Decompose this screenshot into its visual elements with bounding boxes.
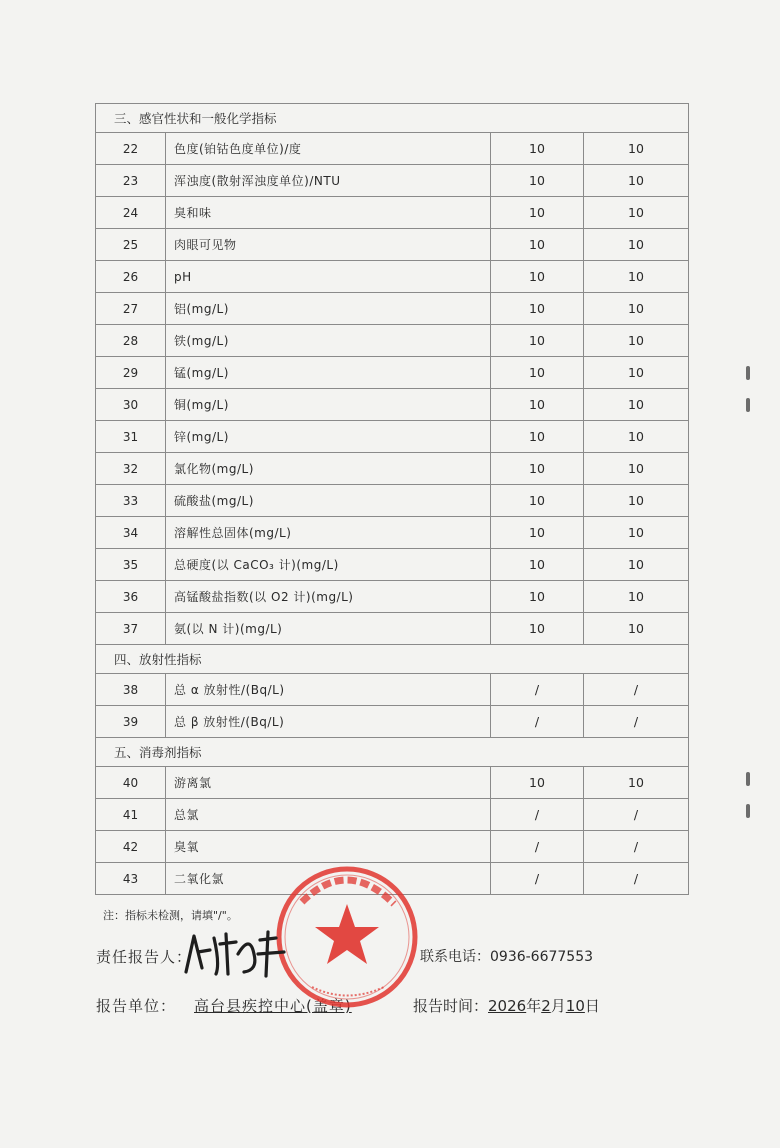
row-number: 22	[96, 133, 166, 165]
unit-label: 报告单位：	[96, 997, 177, 1015]
value-cell-1: 10	[491, 293, 584, 325]
punch-hole-mark	[746, 398, 750, 412]
table-row	[96, 799, 689, 831]
row-number: 23	[96, 165, 166, 197]
date-label: 报告时间：	[413, 997, 489, 1015]
table-row	[96, 549, 689, 581]
value-cell-2: 10	[584, 767, 689, 799]
value-cell-1: 10	[491, 165, 584, 197]
indicator-name: 游离氯	[166, 767, 491, 799]
row-number: 41	[96, 799, 166, 831]
punch-hole-mark	[746, 772, 750, 786]
row-number: 28	[96, 325, 166, 357]
table-row	[96, 831, 689, 863]
value-cell-1: /	[491, 863, 584, 895]
value-cell-1: 10	[491, 197, 584, 229]
date-month: 2	[541, 997, 551, 1015]
value-cell-2: 10	[584, 613, 689, 645]
row-number: 42	[96, 831, 166, 863]
value-cell-2: /	[584, 831, 689, 863]
date-year: 2026	[488, 997, 527, 1015]
indicator-name: 肉眼可见物	[166, 229, 491, 261]
value-cell-2: 10	[584, 453, 689, 485]
indicator-name: 铁(mg/L)	[166, 325, 491, 357]
value-cell-2: 10	[584, 325, 689, 357]
indicator-name: 铝(mg/L)	[166, 293, 491, 325]
table-row	[96, 165, 689, 197]
table-row	[96, 261, 689, 293]
table-row	[96, 197, 689, 229]
indicator-name: 二氧化氯	[166, 863, 491, 895]
indicator-name: pH	[166, 261, 491, 293]
value-cell-2: 10	[584, 581, 689, 613]
punch-hole-mark	[746, 366, 750, 380]
table-row	[96, 517, 689, 549]
indicator-name: 溶解性总固体(mg/L)	[166, 517, 491, 549]
value-cell-1: 10	[491, 261, 584, 293]
row-number: 25	[96, 229, 166, 261]
row-number: 33	[96, 485, 166, 517]
value-cell-1: 10	[491, 613, 584, 645]
indicator-name: 总硬度(以 CaCO₃ 计)(mg/L)	[166, 549, 491, 581]
row-number: 43	[96, 863, 166, 895]
table-row	[96, 581, 689, 613]
table-row	[96, 453, 689, 485]
section-title: 三、感官性状和一般化学指标	[96, 104, 689, 133]
month-unit: 月	[550, 997, 566, 1015]
table-row	[96, 767, 689, 799]
value-cell-2: 10	[584, 357, 689, 389]
indicator-name: 铜(mg/L)	[166, 389, 491, 421]
value-cell-2: /	[584, 706, 689, 738]
punch-hole-mark	[746, 804, 750, 818]
unit-name: 高台县疾控中心(盖章)	[194, 997, 352, 1015]
value-cell-1: 10	[491, 485, 584, 517]
value-cell-2: 10	[584, 229, 689, 261]
value-cell-2: /	[584, 863, 689, 895]
value-cell-1: 10	[491, 325, 584, 357]
day-unit: 日	[584, 997, 600, 1015]
value-cell-2: 10	[584, 421, 689, 453]
value-cell-2: /	[584, 799, 689, 831]
indicator-name: 色度(铂钴色度单位)/度	[166, 133, 491, 165]
indicator-name: 臭和味	[166, 197, 491, 229]
phone-label: 联系电话：	[420, 949, 490, 965]
value-cell-2: 10	[584, 197, 689, 229]
official-seal-icon	[272, 862, 422, 1012]
value-cell-2: 10	[584, 133, 689, 165]
value-cell-1: 10	[491, 549, 584, 581]
table-row	[96, 389, 689, 421]
section-header-row	[96, 645, 689, 674]
row-number: 29	[96, 357, 166, 389]
value-cell-2: 10	[584, 389, 689, 421]
row-number: 24	[96, 197, 166, 229]
footnote: 注：指标未检测，请填"/"。	[103, 909, 238, 922]
indicator-name: 氨(以 N 计)(mg/L)	[166, 613, 491, 645]
row-number: 36	[96, 581, 166, 613]
value-cell-2: 10	[584, 261, 689, 293]
value-cell-1: 10	[491, 389, 584, 421]
table-row	[96, 293, 689, 325]
section-header-row	[96, 738, 689, 767]
row-number: 34	[96, 517, 166, 549]
value-cell-1: 10	[491, 229, 584, 261]
table-row	[96, 229, 689, 261]
table-row	[96, 674, 689, 706]
value-cell-1: /	[491, 799, 584, 831]
value-cell-2: 10	[584, 293, 689, 325]
contact-phone	[420, 946, 593, 966]
indicator-name: 硫酸盐(mg/L)	[166, 485, 491, 517]
indicator-name: 总 β 放射性/(Bq/L)	[166, 706, 491, 738]
row-number: 30	[96, 389, 166, 421]
date-day: 10	[565, 997, 585, 1015]
value-cell-1: 10	[491, 767, 584, 799]
value-cell-1: 10	[491, 581, 584, 613]
row-number: 35	[96, 549, 166, 581]
indicator-table	[95, 103, 689, 895]
table-row	[96, 357, 689, 389]
value-cell-2: 10	[584, 165, 689, 197]
value-cell-2: /	[584, 674, 689, 706]
value-cell-1: /	[491, 831, 584, 863]
signature-icon	[180, 924, 290, 984]
table-row	[96, 706, 689, 738]
year-unit: 年	[526, 997, 542, 1015]
indicator-name: 锌(mg/L)	[166, 421, 491, 453]
row-number: 37	[96, 613, 166, 645]
table-row	[96, 133, 689, 165]
value-cell-1: 10	[491, 133, 584, 165]
indicator-name: 氯化物(mg/L)	[166, 453, 491, 485]
responsible-label: 责任报告人：	[96, 948, 193, 966]
indicator-name: 高锰酸盐指数(以 O2 计)(mg/L)	[166, 581, 491, 613]
report-date	[413, 995, 600, 1016]
phone-number: 0936-6677553	[490, 949, 594, 965]
row-number: 26	[96, 261, 166, 293]
value-cell-1: 10	[491, 517, 584, 549]
table-row	[96, 325, 689, 357]
row-number: 31	[96, 421, 166, 453]
section-title: 五、消毒剂指标	[96, 738, 689, 767]
value-cell-1: 10	[491, 357, 584, 389]
value-cell-1: /	[491, 706, 584, 738]
value-cell-1: /	[491, 674, 584, 706]
section-header-row	[96, 104, 689, 133]
value-cell-2: 10	[584, 549, 689, 581]
section-title: 四、放射性指标	[96, 645, 689, 674]
table-row	[96, 613, 689, 645]
indicator-name: 总 α 放射性/(Bq/L)	[166, 674, 491, 706]
row-number: 27	[96, 293, 166, 325]
value-cell-1: 10	[491, 453, 584, 485]
value-cell-1: 10	[491, 421, 584, 453]
indicator-name: 臭氧	[166, 831, 491, 863]
indicator-name: 总氯	[166, 799, 491, 831]
row-number: 38	[96, 674, 166, 706]
indicator-name: 锰(mg/L)	[166, 357, 491, 389]
indicator-name: 浑浊度(散射浑浊度单位)/NTU	[166, 165, 491, 197]
row-number: 32	[96, 453, 166, 485]
value-cell-2: 10	[584, 517, 689, 549]
indicator-table-body	[96, 104, 689, 895]
table-row	[96, 421, 689, 453]
value-cell-2: 10	[584, 485, 689, 517]
row-number: 39	[96, 706, 166, 738]
row-number: 40	[96, 767, 166, 799]
table-row	[96, 485, 689, 517]
responsible-reporter	[96, 946, 192, 967]
